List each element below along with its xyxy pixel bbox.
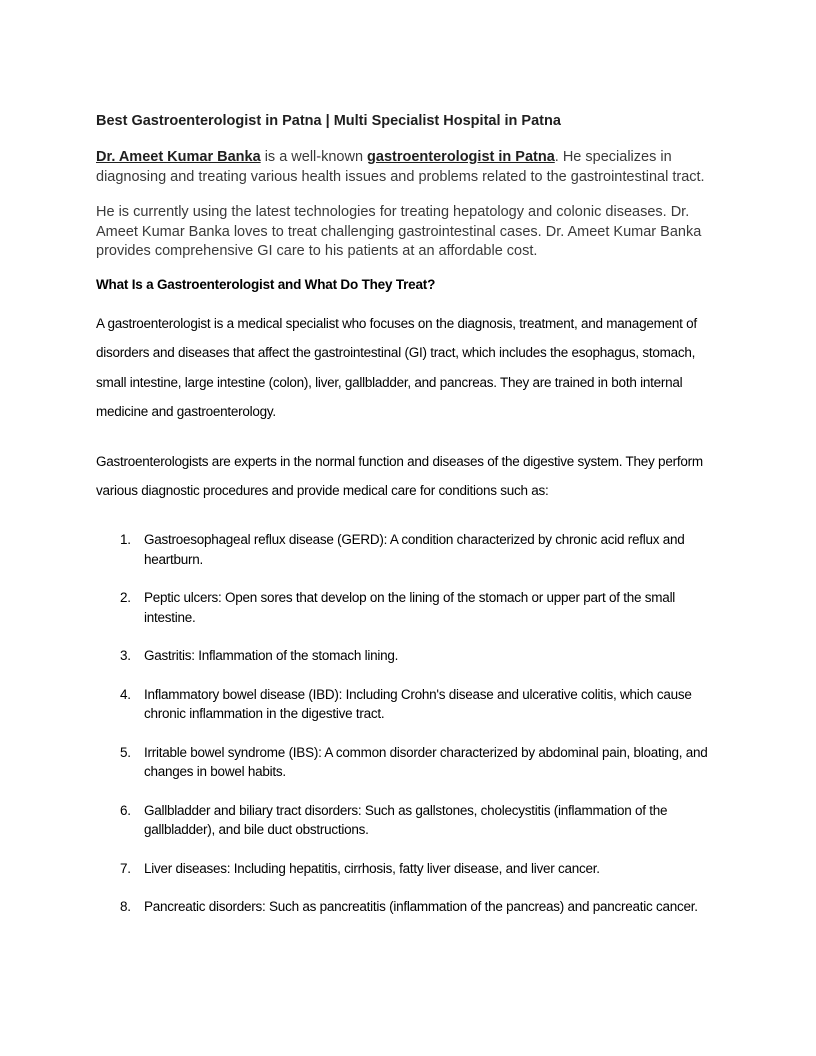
list-number: 7.: [120, 860, 131, 876]
list-item: [96, 801, 726, 840]
list-item: [96, 530, 726, 569]
list-number: 5.: [120, 744, 131, 760]
intro-text-b: . He specializes in diagnosing and treating various health issues and problems related to the gastrointestinal tract.: [96, 149, 705, 185]
list-item-text: Gastritis: Inflammation of the stomach lining.: [144, 648, 399, 663]
intro-paragraph-1: [96, 148, 726, 187]
list-item-text: Peptic ulcers: Open sores that develop on the lining of the stomach or upper part of the small intestine.: [144, 590, 676, 625]
list-number: 2.: [120, 590, 131, 605]
conditions-list: [96, 530, 726, 936]
page-title: Best Gastroenterologist in Patna | Multi Specialist Hospital in Patna: [96, 113, 561, 129]
list-item-text: Gallbladder and biliary tract disorders: Such as gallstones, cholecystitis (inflammation of the gallbladder), and bile duct obstructions.: [144, 802, 668, 837]
doctor-name-link[interactable]: Dr. Ameet Kumar Banka: [96, 149, 261, 165]
list-item: [96, 646, 726, 666]
list-item-text: Gastroesophageal reflux disease (GERD): A condition characterized by chronic acid reflux and heartburn.: [144, 532, 685, 567]
list-item-text: Irritable bowel syndrome (IBS): A common disorder characterized by abdominal pain, bloating, and changes in bowel habits.: [144, 744, 708, 779]
list-item: [96, 743, 726, 782]
experts-paragraph: Gastroenterologists are experts in the normal function and diseases of the digestive system. They perform various diagnostic procedures and provide medical care for conditions such as:: [96, 454, 703, 499]
list-item: [96, 685, 726, 724]
list-item-text: Pancreatic disorders: Such as pancreatitis (inflammation of the pancreas) and pancreatic cancer.: [144, 899, 698, 914]
intro-paragraph-2: He is currently using the latest technologies for treating hepatology and colonic diseases. Dr. Ameet Kumar Banka loves to treat challenging gastrointestinal cases. Dr. Ameet Kumar Banka provides comprehensive GI care to his patients at an affordable cost.: [96, 204, 702, 259]
list-number: 3.: [120, 648, 131, 663]
definition-paragraph: A gastroenterologist is a medical specialist who focuses on the diagnosis, treatment, and management of disorders and diseases that affect the gastrointestinal (GI) tract, which includes the esophagus, stomach, small intestine, large intestine (colon), liver, gallbladder, and pancreas. They are trained in both internal medicine and gastroenterology.: [96, 316, 697, 419]
list-item: [96, 859, 726, 879]
list-number: 8.: [120, 899, 131, 914]
list-item-text: Liver diseases: Including hepatitis, cirrhosis, fatty liver disease, and liver cancer.: [144, 860, 600, 876]
list-number: 4.: [120, 686, 131, 702]
list-item: [96, 588, 726, 627]
section-heading: What Is a Gastroenterologist and What Do They Treat?: [96, 277, 436, 292]
intro-text-a: is a well-known: [260, 149, 368, 165]
list-number: 6.: [120, 802, 131, 818]
list-item-text: Inflammatory bowel disease (IBD): Including Crohn's disease and ulcerative colitis, which cause chronic inflammation in the digestive tract.: [144, 686, 692, 721]
list-number: 1.: [120, 532, 131, 547]
gastroenterologist-patna-link[interactable]: gastroenterologist in Patna: [367, 149, 555, 165]
list-item: [96, 897, 726, 917]
